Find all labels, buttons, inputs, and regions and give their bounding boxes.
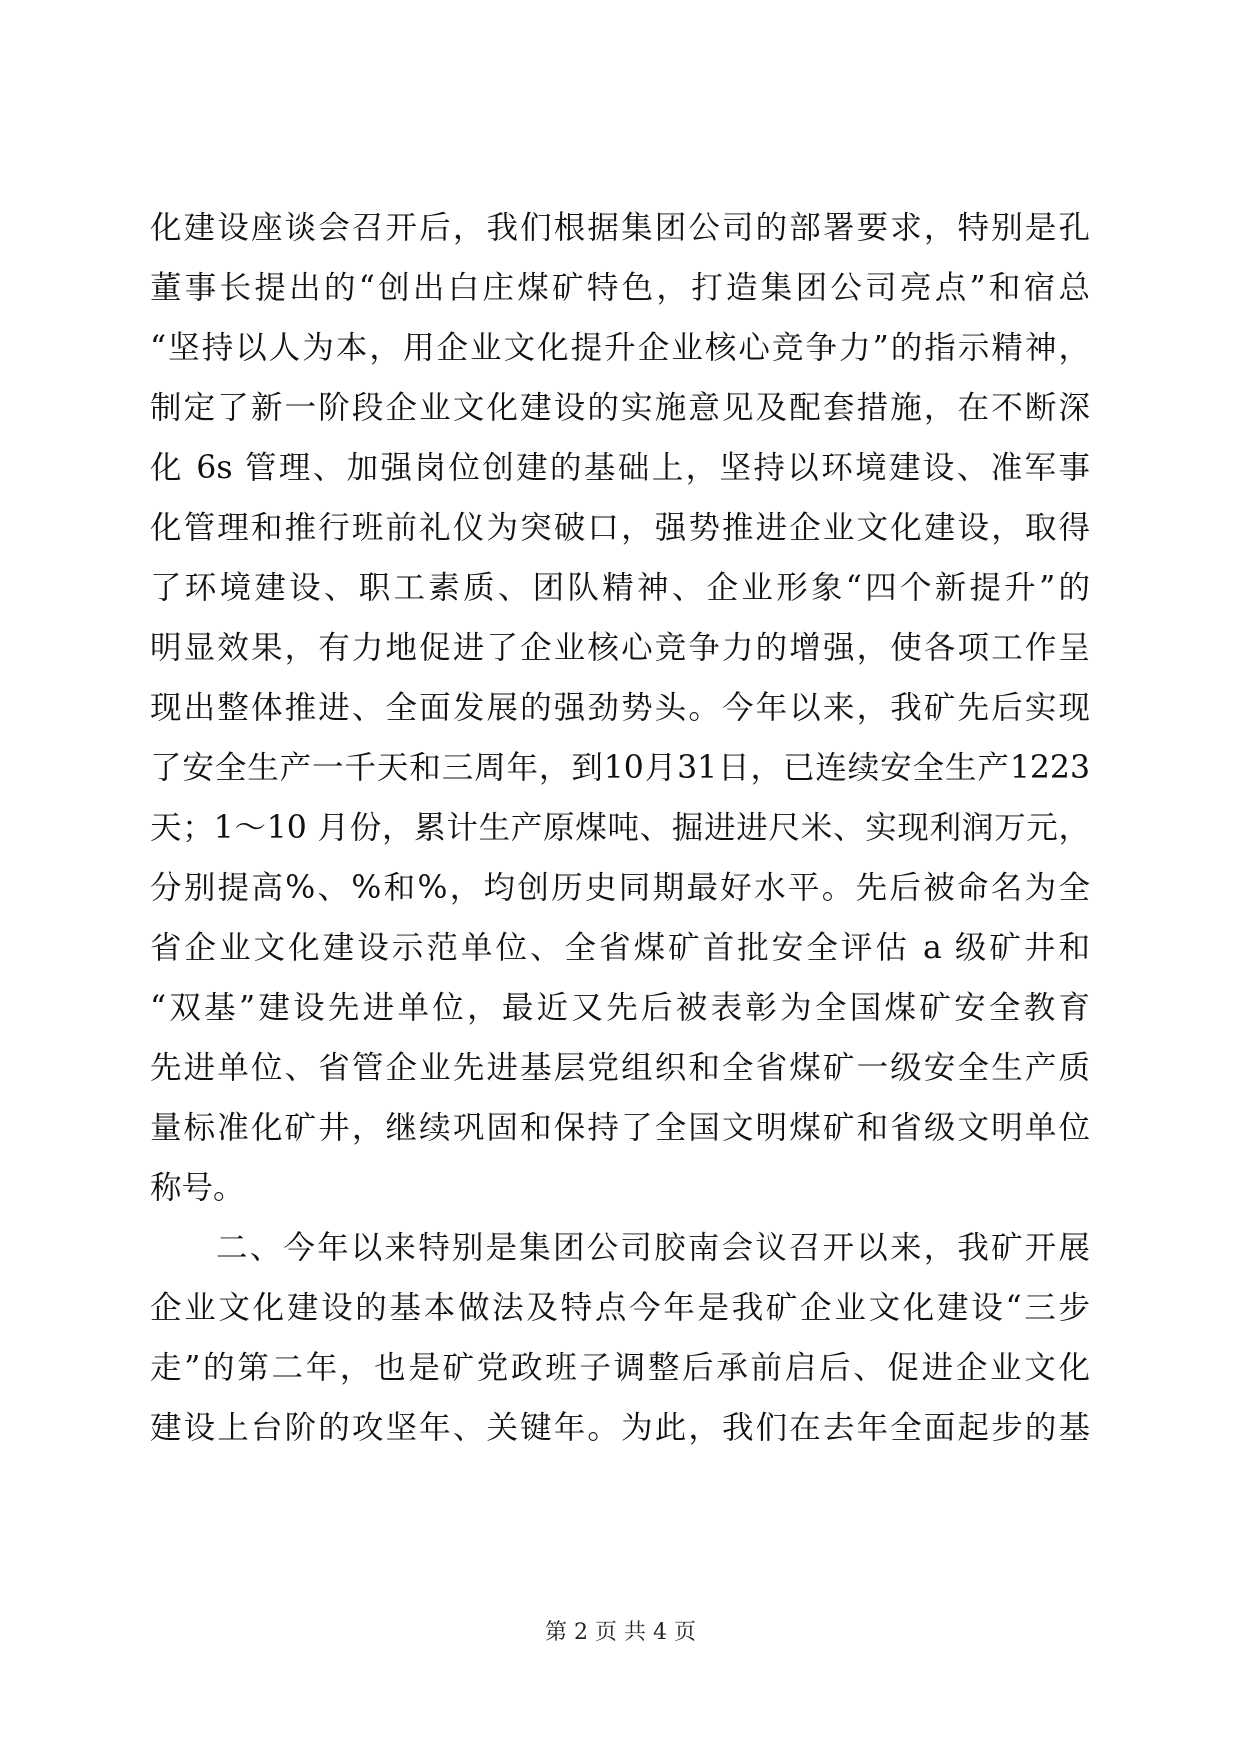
page-number-footer: 第 2 页 共 4 页 [545,1620,696,1645]
text-line: 化建设座谈会召开后，我们根据集团公司的部署要求，特别是孔 [150,210,1090,246]
text-line: 分别提高%、%和%，均创历史同期最好水平。先后被命名为全 [150,870,1090,906]
text-line: 明显效果，有力地促进了企业核心竞争力的增强，使各项工作呈 [150,630,1090,666]
text-line: 制定了新一阶段企业文化建设的实施意见及配套措施，在不断深 [150,390,1090,426]
text-line: 建设上台阶的攻坚年、关键年。为此，我们在去年全面起步的基 [150,1410,1090,1446]
text-line: 了环境建设、职工素质、团队精神、企业形象“四个新提升”的 [150,570,1090,606]
text-line: “坚持以人为本，用企业文化提升企业核心竞争力”的指示精神， [150,330,1090,366]
text-line: 了安全生产一千天和三周年，到10月31日，已连续安全生产1223 [150,750,1090,786]
text-line: 董事长提出的“创出白庄煤矿特色，打造集团公司亮点”和宿总 [150,270,1090,306]
text-line: 化管理和推行班前礼仪为突破口，强势推进企业文化建设，取得 [150,510,1090,546]
text-line: “双基”建设先进单位，最近又先后被表彰为全国煤矿安全教育 [150,990,1090,1026]
text-line: 量标准化矿井，继续巩固和保持了全国文明煤矿和省级文明单位 [150,1110,1090,1146]
text-line: 先进单位、省管企业先进基层党组织和全省煤矿一级安全生产质 [150,1050,1090,1086]
text-line: 天；1～10 月份，累计生产原煤吨、掘进进尺米、实现利润万元， [150,810,1090,846]
text-line: 走”的第二年，也是矿党政班子调整后承前启后、促进企业文化 [150,1350,1090,1386]
text-line: 企业文化建设的基本做法及特点今年是我矿企业文化建设“三步 [150,1290,1090,1326]
text-line: 省企业文化建设示范单位、全省煤矿首批安全评估 a 级矿井和 [150,930,1090,966]
paragraph-first-line: 二、今年以来特别是集团公司胶南会议召开以来，我矿开展 [216,1230,1090,1266]
text-line: 称号。 [150,1170,245,1206]
text-line: 现出整体推进、全面发展的强劲势头。今年以来，我矿先后实现 [150,690,1090,726]
text-line: 化 6s 管理、加强岗位创建的基础上，坚持以环境建设、准军事 [150,450,1090,486]
